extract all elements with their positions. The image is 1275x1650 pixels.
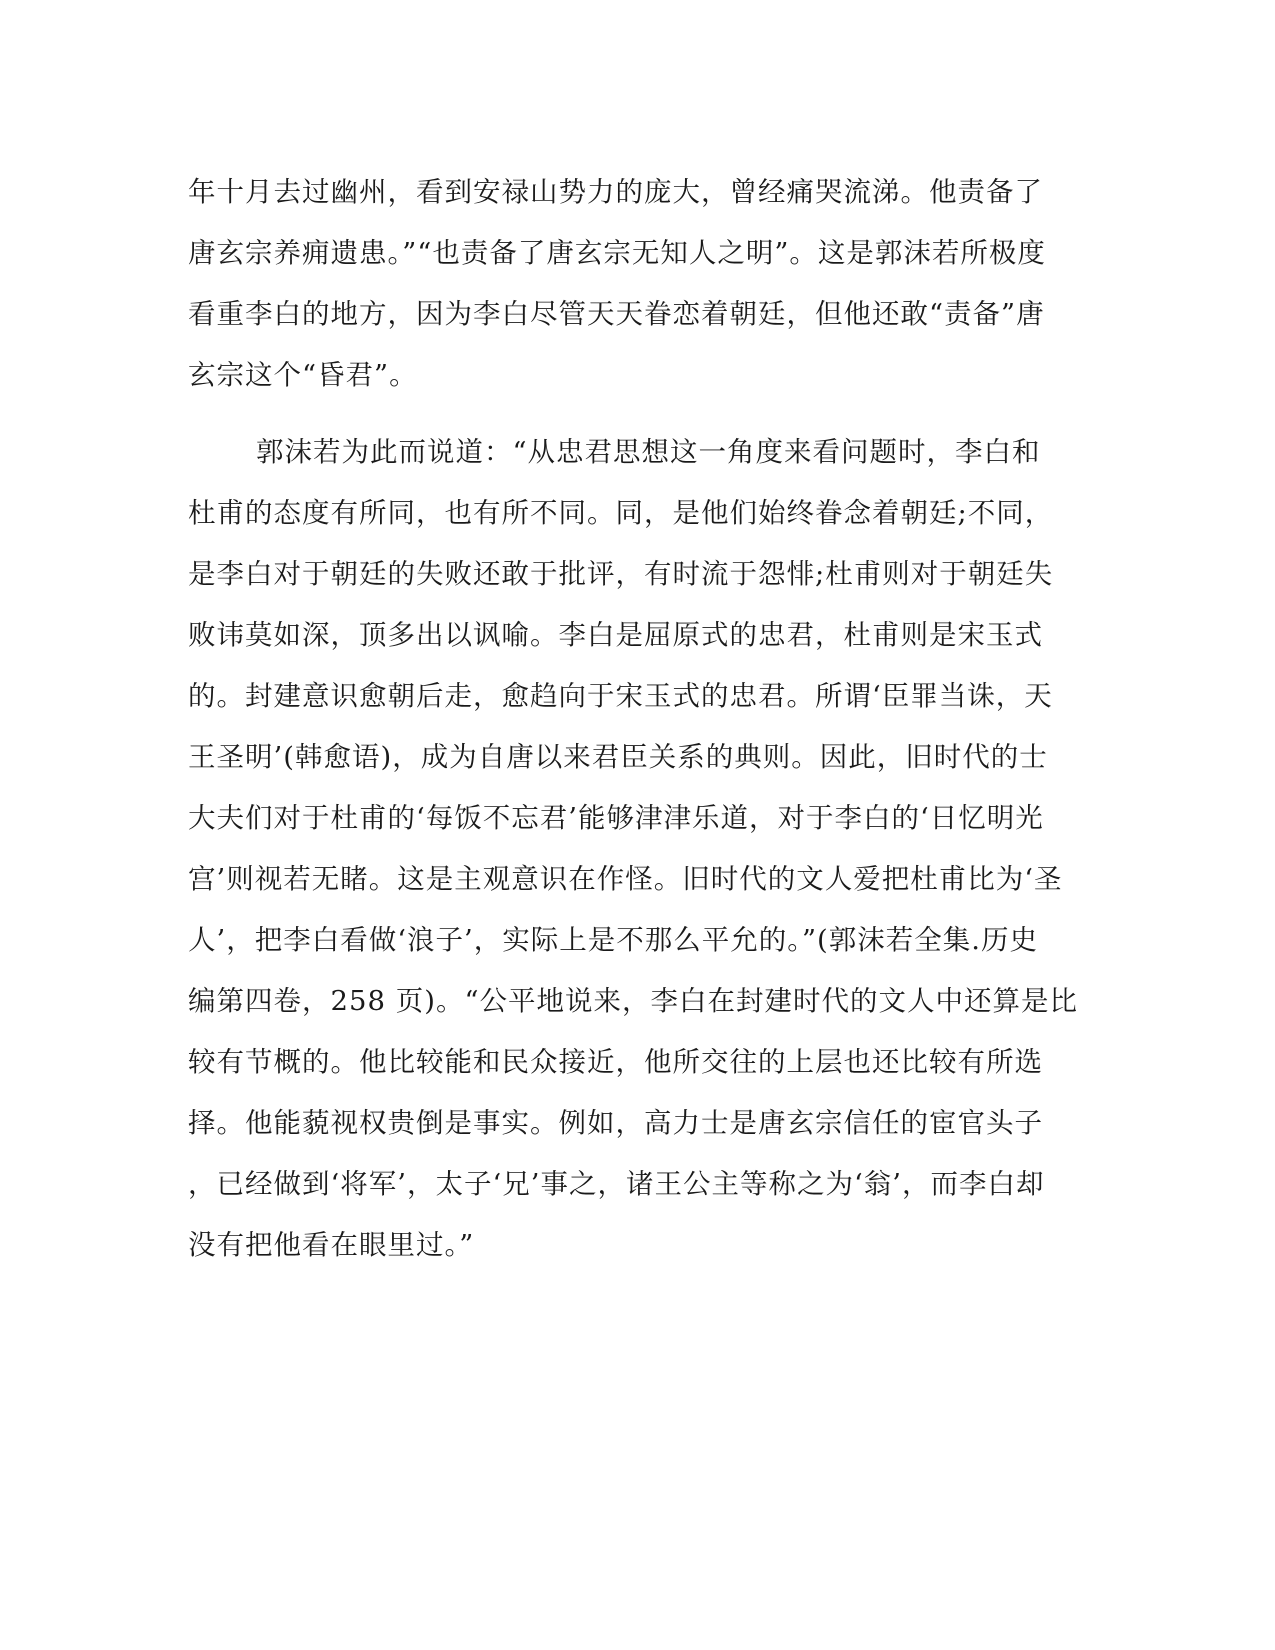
text-line: 宫’则视若无睹。这是主观意识在作怪。旧时代的文人爱把杜甫比为‘圣 xyxy=(188,863,1063,895)
text-line: ，已经做到‘将军’，太子‘兄’事之，诸王公主等称之为‘翁’，而李白却 xyxy=(188,1168,1045,1200)
paragraph-2 xyxy=(188,422,1079,1276)
text-line: 较有节概的。他比较能和民众接近，他所交往的上层也还比较有所选 xyxy=(188,1046,1043,1078)
text-line: 看重李白的地方，因为李白尽管天天眷恋着朝廷，但他还敢“责备”唐 xyxy=(188,298,1045,330)
body-text xyxy=(188,162,1079,1276)
text-line: 编第四卷，258 页)。“公平地说来，李白在封建时代的文人中还算是比 xyxy=(188,985,1079,1017)
paragraph-spacing xyxy=(188,406,1068,422)
text-line: 年十月去过幽州，看到安禄山势力的庞大，曾经痛哭流涕。他责备了 xyxy=(188,176,1043,208)
text-line-first: 郭沫若为此而说道：“从忠君思想这一角度来看问题时，李白和 xyxy=(256,436,1041,468)
text-line: 人’，把李白看做‘浪子’，实际上是不那么平允的。”(郭沫若全集.历史 xyxy=(188,924,1039,956)
text-line: 杜甫的态度有所同，也有所不同。同，是他们始终眷念着朝廷;不同， xyxy=(188,497,1054,529)
text-line: 败讳莫如深，顶多出以讽喻。李白是屈原式的忠君，杜甫则是宋玉式 xyxy=(188,619,1043,651)
text-line: 玄宗这个“昏君”。 xyxy=(188,359,418,391)
text-line: 是李白对于朝廷的失败还敢于批评，有时流于怨悱;杜甫则对于朝廷失 xyxy=(188,558,1054,590)
text-line: 王圣明’(韩愈语)，成为自唐以来君臣关系的典则。因此，旧时代的士 xyxy=(188,741,1048,773)
text-line: 大夫们对于杜甫的‘每饭不忘君’能够津津乐道，对于李白的‘日忆明光 xyxy=(188,802,1044,834)
text-line: 唐玄宗养痈遗患。”“也责备了唐玄宗无知人之明”。这是郭沫若所极度 xyxy=(188,237,1046,269)
text-line: 的。封建意识愈朝后走，愈趋向于宋玉式的忠君。所谓‘臣罪当诛，天 xyxy=(188,680,1053,712)
paragraph-1 xyxy=(188,162,1068,406)
text-line: 择。他能藐视权贵倒是事实。例如，高力士是唐玄宗信任的宦官头子 xyxy=(188,1107,1043,1139)
text-line: 没有把他看在眼里过。” xyxy=(188,1229,475,1261)
